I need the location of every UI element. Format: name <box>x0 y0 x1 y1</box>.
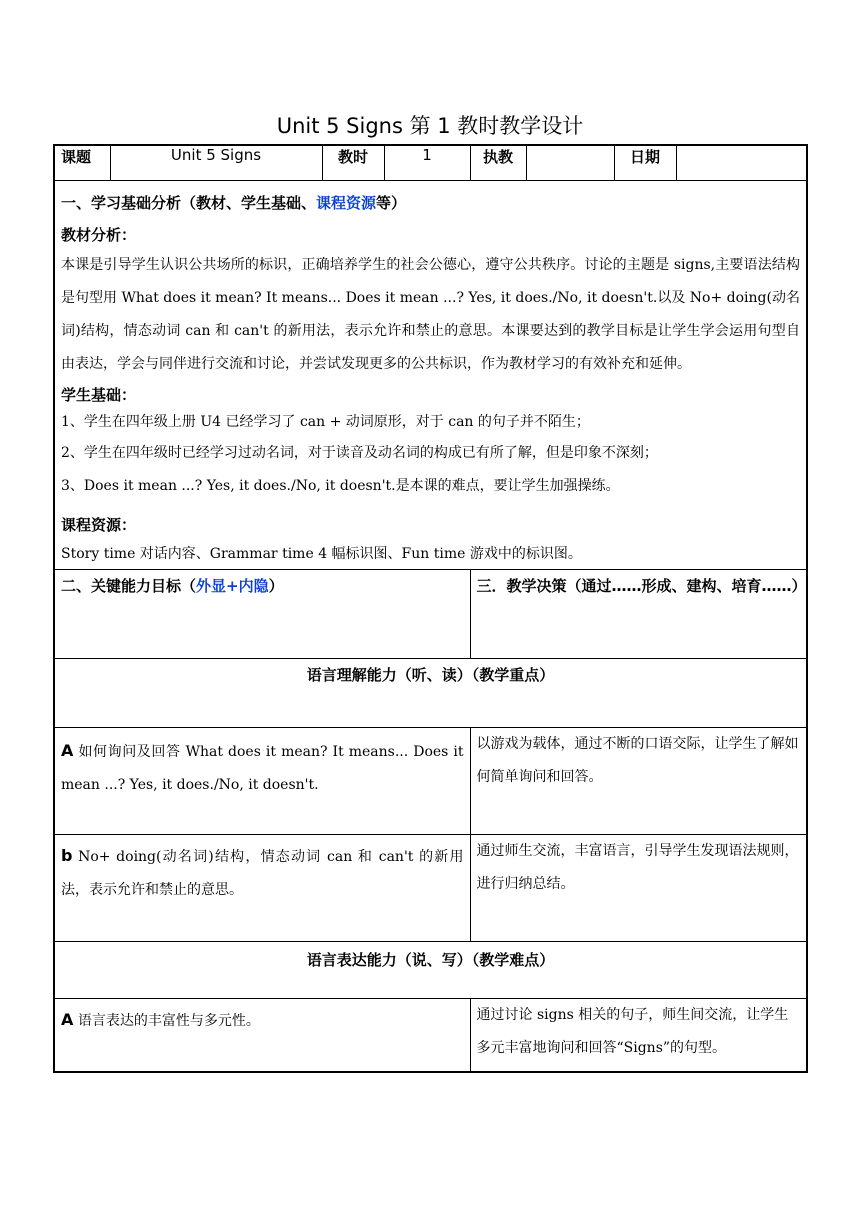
student-title: 学生基础： <box>61 386 137 404</box>
goal-text: 如何询问及回答 What does it mean? It means... Does it mean ...? Yes, it does./No, it doesn't. <box>61 744 464 793</box>
date-value <box>676 145 807 181</box>
period-value: 1 <box>384 145 470 181</box>
ability1-decision-b: 通过师生交流，丰富语言，引导学生发现语法规则，进行归纳总结。 <box>476 843 799 892</box>
student-item: 3、Does it mean ...? Yes, it does./No, it doesn't.是本课的难点，要让学生加强操练。 <box>61 478 620 494</box>
ability2-decision-a: 通过讨论 signs 相关的句子，师生间交流，让学生多元丰富地询问和回答“Signs”的句型。 <box>476 1007 789 1056</box>
ability1-heading: 语言理解能力（听、读）（教学重点） <box>306 666 555 684</box>
ability2-heading: 语言表达能力（说、写）（教学难点） <box>306 951 555 969</box>
section1-heading-highlight: 课程资源 <box>316 194 377 212</box>
goal-text: 语言表达的丰富性与多元性。 <box>77 1013 260 1029</box>
course-label: 课题 <box>54 145 110 181</box>
section1-heading <box>61 191 800 215</box>
material-text: 本课是引导学生认识公共场所的标识，正确培养学生的社会公德心，遵守公共秩序。讨论的主题是 signs,主要语法结构是句型用 What does it mean? It means... Does it mean ...? Yes, it does./No, it doesn't.以及 No+ doing(动名词)结构，情态动词 can 和 can't 的新用法，表示允许和禁止的意思。本课要达到的教学目标是让学生学会运用句型自由表达，学会与同伴进行交流和讨论，并尝试发现更多的公共标识，作为教材学习的有效补充和延伸。 <box>61 257 800 372</box>
material-title: 教材分析： <box>61 226 137 244</box>
goal-label: b <box>61 846 73 865</box>
goal-label: A <box>61 741 74 760</box>
ability1-row-b <box>54 835 807 942</box>
resource-text: Story time 对话内容、Grammar time 4 幅标识图、Fun time 游戏中的标识图。 <box>61 546 582 562</box>
section1-heading-prefix: 一、学习基础分析（教材、学生基础、 <box>61 194 317 212</box>
ability2-row-a <box>54 999 807 1073</box>
document-title: Unit 5 Signs 第 1 教时教学设计 <box>276 114 584 138</box>
section2-heading <box>61 574 464 598</box>
period-label: 教时 <box>322 145 384 181</box>
ability2-goal-a <box>61 1003 464 1038</box>
date-label: 日期 <box>614 145 676 181</box>
resource-title: 课程资源： <box>61 516 137 534</box>
header-row <box>54 145 807 181</box>
teacher-value <box>526 145 614 181</box>
learning-basis-row <box>54 181 807 570</box>
section2-heading-prefix: 二、关键能力目标（ <box>61 577 197 595</box>
ability1-row-a <box>54 728 807 835</box>
course-value: Unit 5 Signs <box>110 145 322 181</box>
lesson-plan-table <box>53 144 808 1073</box>
section1-heading-suffix: 等） <box>376 194 407 212</box>
section2-heading-highlight: 外显+内隐 <box>196 577 269 595</box>
student-item: 2、学生在四年级时已经学习过动名词，对于读音及动名词的构成已有所了解，但是印象不深刻； <box>61 445 658 461</box>
section2-heading-suffix: ） <box>268 577 284 595</box>
goals-decisions-header-row <box>54 570 807 659</box>
ability1-heading-row <box>54 659 807 728</box>
ability1-decision-a: 以游戏为载体，通过不断的口语交际，让学生了解如何简单询问和回答。 <box>476 736 799 785</box>
ability1-goal-a <box>61 734 464 802</box>
ability2-heading-row <box>54 942 807 999</box>
teacher-label: 执教 <box>470 145 526 181</box>
goal-text: No+ doing(动名词)结构，情态动词 can 和 can't 的新用法，表示允许和禁止的意思。 <box>61 849 464 898</box>
section3-heading: 三．教学决策（通过……形成、建构、培育……） <box>476 577 807 595</box>
student-item: 1、学生在四年级上册 U4 已经学习了 can + 动词原形，对于 can 的句子并不陌生； <box>61 414 590 430</box>
ability1-goal-b <box>61 839 464 907</box>
goal-label: A <box>61 1010 74 1029</box>
